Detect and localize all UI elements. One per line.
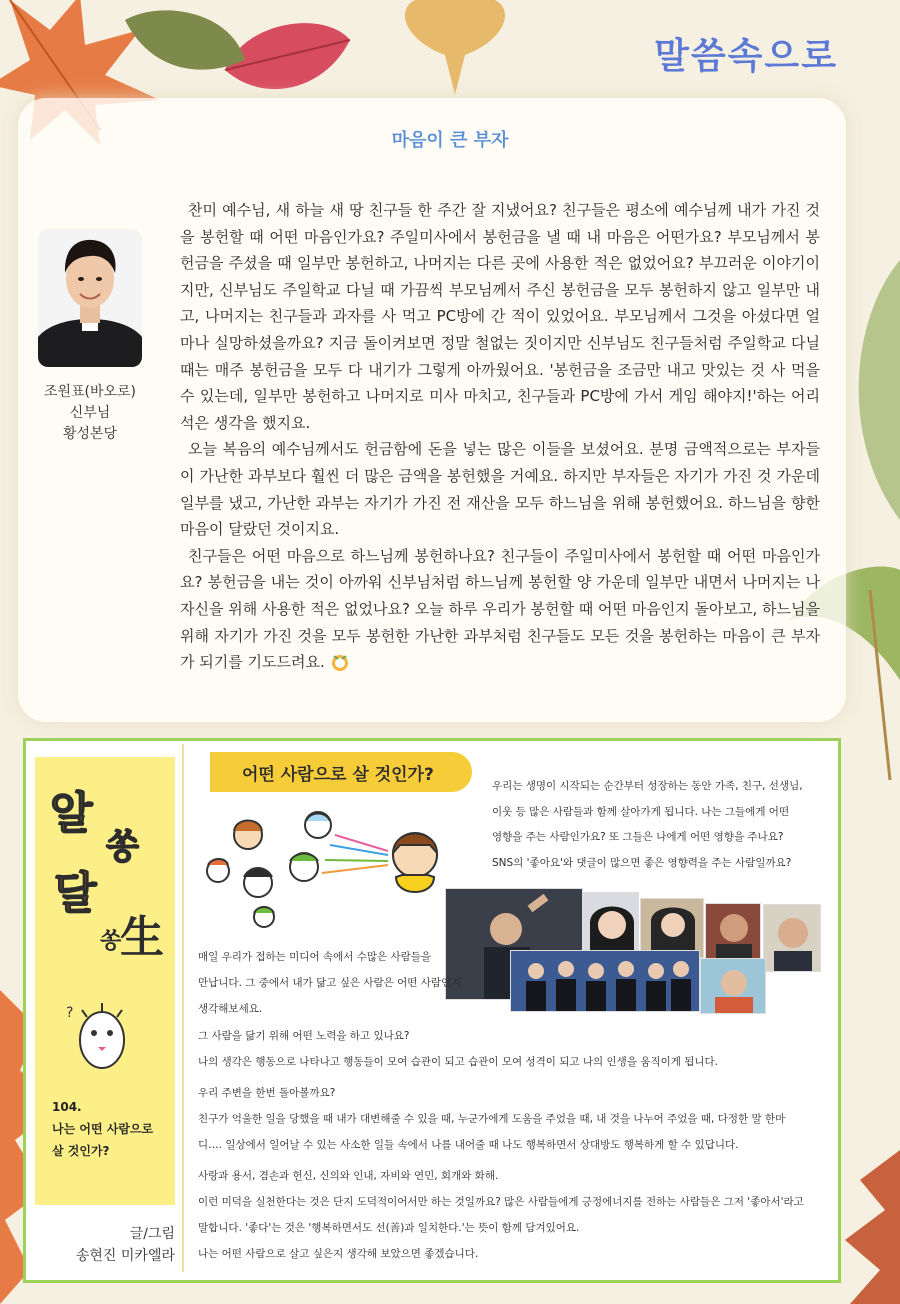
- media-line: 만납니다. 그 중에서 내가 닮고 싶은 사람은 어떤 사람인지: [198, 977, 462, 989]
- effort-text: [198, 1023, 828, 1075]
- author-name: 조원표(바오로): [43, 384, 137, 400]
- author-photo: [38, 229, 142, 367]
- comic-author: [40, 1223, 175, 1267]
- surroundings-line: 디…. 일상에서 일어날 수 있는 사소한 일들 속에서 나를 내어줄 때 나도 행복하면서 상대방도 행복하게 할 수 있답니다.: [198, 1139, 739, 1151]
- comic-author-line1: 글/그림: [129, 1226, 175, 1242]
- virtues-text: [198, 1163, 828, 1267]
- maple-leaf-bottom-right: [840, 1150, 900, 1304]
- virtues-line: 말합니다. '좋다'는 것은 '행복하면서도 선(善)과 일치한다.'는 뜻이 함께 담겨있어요.: [198, 1222, 580, 1234]
- surroundings-line: 우리 주변을 한번 돌아볼까요?: [198, 1087, 336, 1099]
- end-mark-icon: [329, 652, 351, 672]
- intro-line: 우리는 생명이 시작되는 순간부터 성장하는 동안 가족, 친구, 선생님,: [492, 780, 803, 792]
- collage-photo: [763, 904, 821, 972]
- virtues-line: 이런 미덕을 실천한다는 것은 단지 도덕적이어서만 하는 것일까요? 많은 사람들에게 긍정에너지를 전하는 사람들은 그저 '좋아서'라고: [198, 1196, 804, 1208]
- reflection-body: [180, 197, 820, 676]
- collage-photo: [700, 958, 766, 1014]
- intro-line: 영향을 주는 사람인가요? 또 그들은 나에게 어떤 영향을 주나요?: [492, 831, 784, 843]
- question-banner-text: 어떤 사람으로 살 것인가?: [242, 765, 434, 785]
- collage-photo: [510, 950, 700, 1012]
- question-banner: [210, 752, 472, 792]
- reflection-paragraph: 오늘 복음의 예수님께서도 헌금함에 돈을 넣는 많은 이들을 보셨어요. 분명 금액적으로는 부자들이 가난한 과부보다 훨씬 더 많은 금액을 봉헌했을 거예요. 하지만 부자들은 자기가 가진 것 가운데 일부를 냈고, 가난한 과부는 자기가 가진 전 재산을 모두 하느님을 위해 봉헌했어요. 하느님을 향한 마음이 달랐던 것이지요.: [180, 440, 820, 539]
- media-line: 매일 우리가 접하는 미디어 속에서 수많은 사람들을: [198, 951, 432, 963]
- people-influence-illustration: [200, 805, 470, 945]
- effort-line: 나의 생각은 행동으로 나타나고 행동들이 모여 습관이 되고 습관이 모여 성격이 되고 나의 인생을 움직이게 됩니다.: [198, 1056, 718, 1068]
- comic-divider: [182, 744, 184, 1272]
- intro-text: [492, 774, 832, 876]
- mascot-illustration: [62, 995, 142, 1075]
- episode-label: [52, 1096, 172, 1162]
- comic-author-line2: 송현진 미카엘라: [75, 1248, 175, 1264]
- media-text: [198, 944, 468, 1022]
- effort-line: 그 사람을 닮기 위해 어떤 노력을 하고 있나요?: [198, 1030, 410, 1042]
- episode-title-line2: 살 것인가?: [52, 1144, 110, 1158]
- section-title: 말씀속으로: [654, 36, 838, 77]
- author-caption: [30, 382, 150, 445]
- intro-line: SNS의 '좋아요'와 댓글이 많으면 좋은 영향력을 주는 사람일까요?: [492, 856, 792, 869]
- reflection-paragraph: [180, 543, 820, 676]
- leaf-top-green: [120, 0, 250, 90]
- series-char-3: 달: [54, 868, 97, 919]
- episode-title-line1: 나는 어떤 사람으로: [52, 1122, 154, 1136]
- episode-number: 104.: [52, 1100, 82, 1114]
- intro-line: 이웃 등 많은 사람들과 함께 살아가게 됩니다. 나는 그들에게 어떤: [492, 805, 790, 818]
- reflection-paragraph-text: 친구들은 어떤 마음으로 하느님께 봉헌하나요? 친구들이 주일미사에서 봉헌할 때 어떤 마음인가요? 봉헌금을 내는 것이 아까워 신부님처럼 하느님께 봉헌할 양 가운데 일부만 내면서 나머지는 나 자신을 위해 사용한 적은 없었나요? 오늘 하루 우리가 봉헌할 때 어떤 마음인지 돌아보고, 하느님을 위해 자기가 가진 것을 모두 봉헌한 가난한 과부처럼 친구들도 모든 것을 봉헌하는 마음이 큰 부자가 되기를 기도드려요.: [180, 546, 820, 672]
- reflection-paragraph: 찬미 예수님, 새 하늘 새 땅 친구들 한 주간 잘 지냈어요? 친구들은 평소에 예수님께 내가 가진 것을 봉헌할 때 어떤 마음인가요? 주일미사에서 봉헌금을 낼 때 내 마음은 어떤가요? 부모님께서 봉헌금을 주셨을 때 일부만 봉헌하고, 나머지는 다른 곳에 사용한 적은 없었어요? 부끄러운 이야기이지만, 신부님도 주일학교 다닐 때 가끔씩 부모님께서 주신 봉헌금을 모두 봉헌하지 않고 일부만 내고, 나머지는 친구들과 과자를 사 먹고 PC방에 간 적이 있었어요. 부모님께서 그것을 아셨다면 얼마나 실망하셨을까요? 지금 돌이켜보면 정말 철없는 짓이지만 신부님도 친구들처럼 주일학교 다닐 때는 매주 봉헌금을 모두 다 내기가 그렇게 아까웠어요. '봉헌금을 조금만 내고 맛있는 것 사 먹을 수 있는데, 일부만 봉헌하고 나머지로 미사 마치고, 친구들과 PC방에 가서 게임 해야지!'하는 어리석은 생각을 했지요.: [180, 201, 820, 432]
- series-char-1: 알: [50, 788, 93, 839]
- series-char-4: 쏭: [100, 929, 122, 954]
- collage-photo: [640, 898, 704, 958]
- series-char-5: 生: [120, 912, 164, 963]
- series-char-2: 쏭: [106, 827, 139, 867]
- reflection-title: 마음이 큰 부자: [391, 130, 509, 151]
- collage-photo: [705, 903, 761, 959]
- author-parish: 황성본당: [62, 426, 118, 442]
- author-role: 신부님: [69, 405, 111, 421]
- svg-text:?: ?: [66, 1005, 74, 1021]
- surroundings-line: 친구가 억울한 일을 당했을 때 내가 대변해줄 수 있을 때, 누군가에게 도움을 주었을 때, 내 것을 나누어 주었을 때, 다정한 말 한마: [198, 1113, 786, 1125]
- virtues-line: 나는 어떤 사람으로 살고 싶은지 생각해 보았으면 좋겠습니다.: [198, 1248, 479, 1260]
- media-line: 생각해보세요.: [198, 1003, 263, 1015]
- virtues-line: 사랑과 용서, 겸손과 헌신, 신의와 인내, 자비와 연민, 회개와 화해.: [198, 1170, 499, 1182]
- ginkgo-leaf-top: [385, 0, 525, 100]
- series-title-logo: [48, 780, 168, 980]
- surroundings-text: [198, 1080, 828, 1158]
